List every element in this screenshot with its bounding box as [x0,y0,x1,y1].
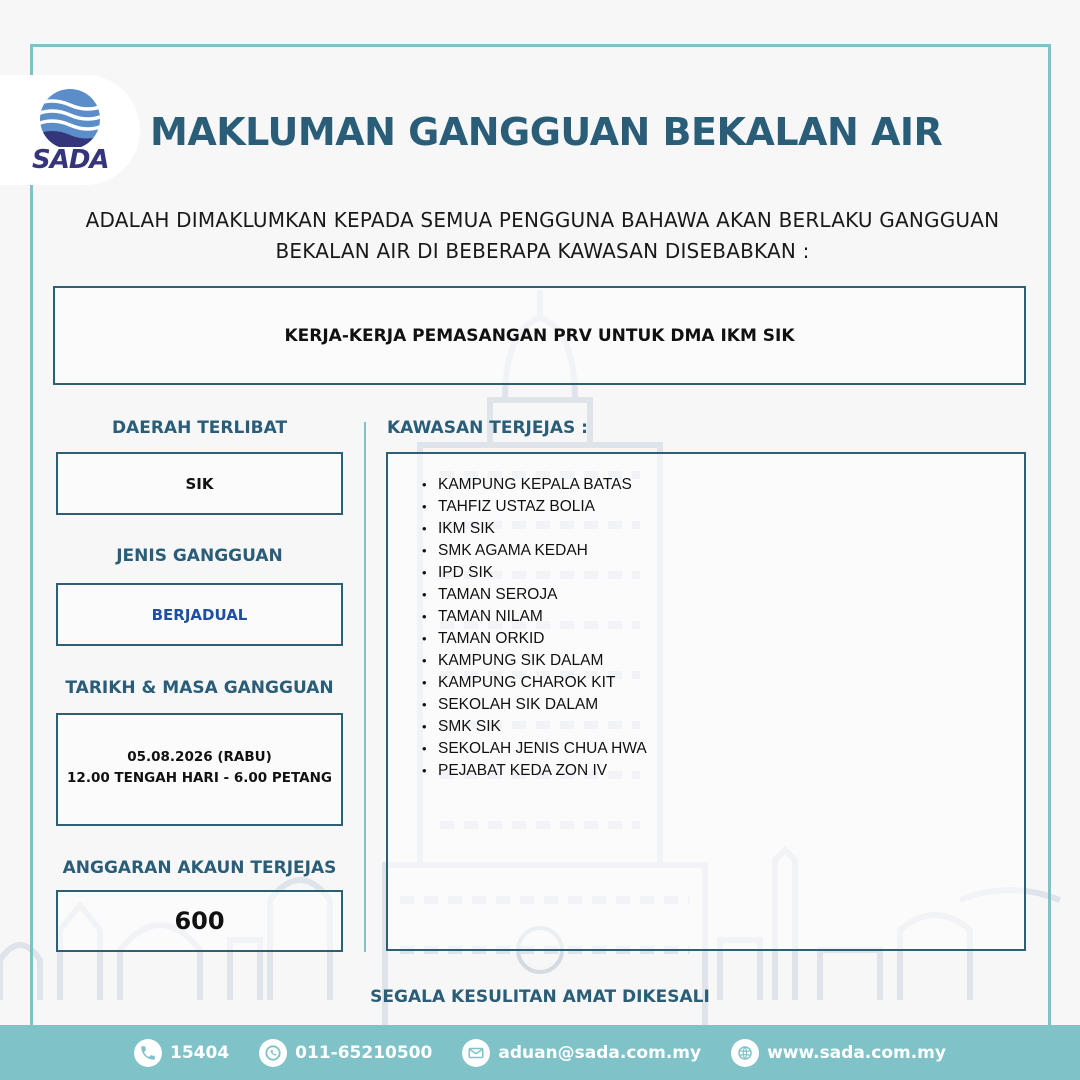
column-divider [364,422,366,952]
contact-website-text: www.sada.com.my [767,1042,946,1063]
mail-icon [462,1039,490,1067]
kawasan-list [418,474,647,782]
contact-email[interactable] [462,1039,701,1067]
logo-text: SADA [32,145,109,175]
contact-whatsapp[interactable] [259,1039,432,1067]
cause-box [53,286,1026,385]
tarikh-date: 05.08.2026 (RABU) [127,749,272,765]
daerah-label: DAERAH TERLIBAT [111,418,288,438]
kawasan-item: • SEKOLAH SIK DALAM [418,694,647,716]
kawasan-item: • KAMPUNG KEPALA BATAS [418,474,647,496]
contact-website[interactable] [731,1039,946,1067]
kawasan-item: • TAMAN NILAM [418,606,647,628]
contact-phone-text: 15404 [170,1042,230,1063]
daerah-box [56,452,343,515]
kawasan-item: • PEJABAT KEDA ZON IV [418,760,647,782]
intro-text: ADALAH DIMAKLUMKAN KEPADA SEMUA PENGGUNA BAHAWA AKAN BERLAKU GANGGUAN BEKALAN AIR DI BEBERAPA KAWASAN DISEBABKAN : [85,208,1000,263]
contact-phone[interactable] [134,1039,229,1067]
kawasan-item: • TAHFIZ USTAZ BOLIA [418,496,647,518]
cause-text: KERJA-KERJA PEMASANGAN PRV UNTUK DMA IKM SIK [284,325,795,346]
daerah-value: SIK [185,474,214,493]
whatsapp-icon [259,1039,287,1067]
jenis-label: JENIS GANGGUAN [116,546,283,566]
kawasan-item: • SMK SIK [418,716,647,738]
kawasan-item: • KAMPUNG CHAROK KIT [418,672,647,694]
akaun-label: ANGGARAN AKAUN TERJEJAS [62,858,337,878]
jenis-value: BERJADUAL [151,605,248,624]
akaun-value: 600 [174,907,225,935]
kawasan-item: • TAMAN ORKID [418,628,647,650]
page-title: MAKLUMAN GANGGUAN BEKALAN AIR [150,110,943,154]
tarikh-time: 12.00 TENGAH HARI - 6.00 PETANG [67,770,332,786]
footer-message: SEGALA KESULITAN AMAT DIKESALI [370,987,710,1007]
kawasan-item: • KAMPUNG SIK DALAM [418,650,647,672]
contact-whatsapp-text: 011-65210500 [295,1042,433,1063]
akaun-box [56,890,343,952]
tarikh-label: TARIKH & MASA GANGGUAN [65,678,334,698]
contact-bar [0,1025,1080,1080]
kawasan-item: • TAMAN SEROJA [418,584,647,606]
kawasan-box [386,452,1026,951]
logo [0,75,140,185]
kawasan-item: • IKM SIK [418,518,647,540]
kawasan-item: • IPD SIK [418,562,647,584]
kawasan-label: KAWASAN TERJEJAS : [387,418,588,438]
phone-icon [134,1039,162,1067]
contact-email-text: aduan@sada.com.my [498,1042,702,1063]
kawasan-item: • SEKOLAH JENIS CHUA HWA [418,738,647,760]
kawasan-item: • SMK AGAMA KEDAH [418,540,647,562]
sada-wave-logo-icon [30,87,110,147]
tarikh-box [56,713,343,826]
jenis-box [56,583,343,646]
globe-icon [731,1039,759,1067]
